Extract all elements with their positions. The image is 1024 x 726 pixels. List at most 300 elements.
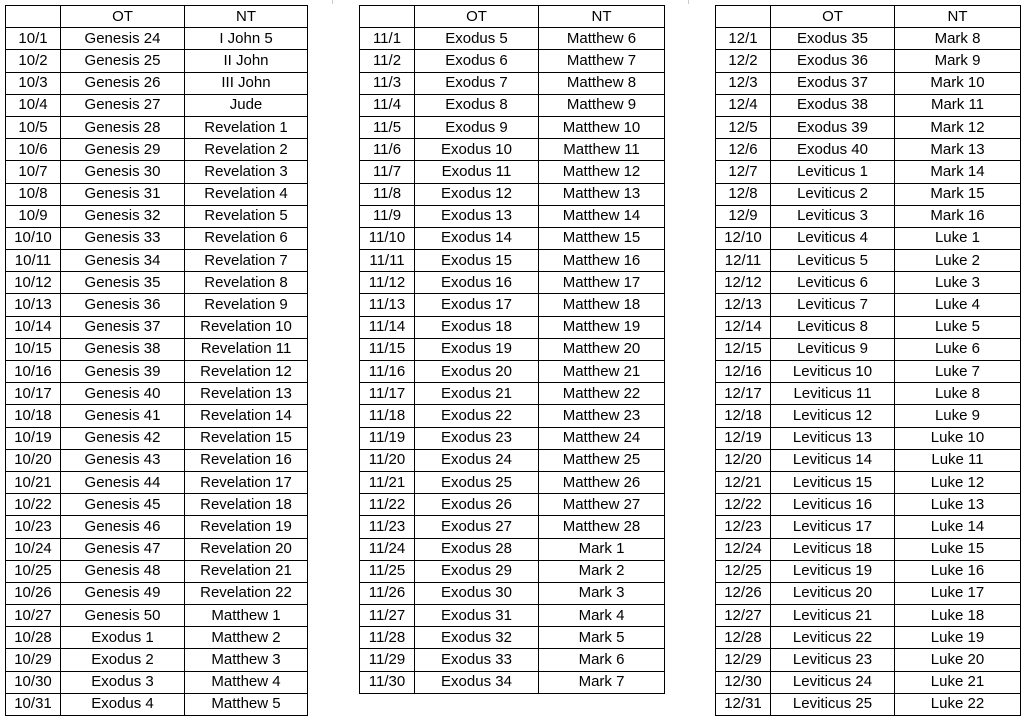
ot-reading-cell: Leviticus 25 — [771, 693, 895, 715]
table-row — [716, 649, 1021, 671]
date-cell: 10/23 — [6, 516, 61, 538]
table-row — [716, 183, 1021, 205]
ot-reading-cell: Leviticus 24 — [771, 671, 895, 693]
table-row — [716, 427, 1021, 449]
date-cell: 12/30 — [716, 671, 771, 693]
nt-reading-cell: Revelation 20 — [185, 538, 308, 560]
reading-table-november — [359, 5, 665, 694]
table-row — [6, 250, 308, 272]
ot-reading-cell: Genesis 40 — [61, 383, 185, 405]
ot-reading-cell: Leviticus 6 — [771, 272, 895, 294]
table-row — [360, 405, 665, 427]
date-cell: 12/27 — [716, 605, 771, 627]
table-row — [716, 538, 1021, 560]
date-cell: 10/28 — [6, 627, 61, 649]
ot-reading-cell: Genesis 39 — [61, 361, 185, 383]
ot-reading-cell: Genesis 44 — [61, 471, 185, 493]
nt-reading-cell: Matthew 5 — [185, 693, 308, 715]
table-row — [360, 116, 665, 138]
nt-reading-cell: Luke 20 — [895, 649, 1021, 671]
nt-reading-cell: Revelation 14 — [185, 405, 308, 427]
nt-reading-cell: Luke 4 — [895, 294, 1021, 316]
date-column-header — [716, 6, 771, 28]
table-row — [716, 383, 1021, 405]
table-row — [360, 471, 665, 493]
date-cell: 11/4 — [360, 94, 415, 116]
ot-reading-cell: Genesis 33 — [61, 227, 185, 249]
ot-reading-cell: Exodus 3 — [61, 671, 185, 693]
ot-reading-cell: Leviticus 11 — [771, 383, 895, 405]
ot-reading-cell: Leviticus 10 — [771, 361, 895, 383]
date-cell: 12/8 — [716, 183, 771, 205]
nt-reading-cell: Revelation 13 — [185, 383, 308, 405]
nt-reading-cell: Matthew 16 — [539, 250, 665, 272]
ot-reading-cell: Leviticus 13 — [771, 427, 895, 449]
table-row — [6, 183, 308, 205]
ot-reading-cell: Leviticus 18 — [771, 538, 895, 560]
table-row — [6, 582, 308, 604]
ot-reading-cell: Exodus 5 — [415, 28, 539, 50]
reading-table-october — [5, 5, 308, 716]
date-cell: 10/16 — [6, 361, 61, 383]
date-cell: 11/27 — [360, 605, 415, 627]
nt-reading-cell: Mark 12 — [895, 116, 1021, 138]
table-row — [716, 516, 1021, 538]
table-row — [6, 405, 308, 427]
table-row — [6, 627, 308, 649]
date-cell: 11/28 — [360, 627, 415, 649]
date-cell: 11/23 — [360, 516, 415, 538]
table-row — [6, 72, 308, 94]
table-row — [360, 316, 665, 338]
ot-reading-cell: Genesis 37 — [61, 316, 185, 338]
table-row — [6, 28, 308, 50]
date-cell: 11/17 — [360, 383, 415, 405]
date-cell: 11/24 — [360, 538, 415, 560]
table-row — [716, 693, 1021, 715]
date-cell: 12/16 — [716, 361, 771, 383]
nt-reading-cell: Revelation 10 — [185, 316, 308, 338]
date-cell: 10/8 — [6, 183, 61, 205]
date-cell: 10/15 — [6, 338, 61, 360]
ot-reading-cell: Genesis 43 — [61, 449, 185, 471]
table-row — [360, 671, 665, 693]
table-row — [6, 94, 308, 116]
date-cell: 10/3 — [6, 72, 61, 94]
ot-reading-cell: Exodus 23 — [415, 427, 539, 449]
ot-reading-cell: Genesis 48 — [61, 560, 185, 582]
date-cell: 11/26 — [360, 582, 415, 604]
date-cell: 12/19 — [716, 427, 771, 449]
date-cell: 10/12 — [6, 272, 61, 294]
ot-reading-cell: Exodus 14 — [415, 227, 539, 249]
table-row — [6, 671, 308, 693]
date-cell: 11/19 — [360, 427, 415, 449]
ot-reading-cell: Exodus 21 — [415, 383, 539, 405]
ot-reading-cell: Exodus 8 — [415, 94, 539, 116]
nt-reading-cell: Revelation 3 — [185, 161, 308, 183]
nt-reading-cell: Revelation 16 — [185, 449, 308, 471]
table-row — [716, 272, 1021, 294]
nt-reading-cell: Luke 1 — [895, 227, 1021, 249]
table-row — [360, 250, 665, 272]
nt-reading-cell: Mark 6 — [539, 649, 665, 671]
table-row — [716, 250, 1021, 272]
ot-reading-cell: Exodus 34 — [415, 671, 539, 693]
date-cell: 11/8 — [360, 183, 415, 205]
nt-reading-cell: Luke 19 — [895, 627, 1021, 649]
table-row — [6, 316, 308, 338]
date-cell: 11/14 — [360, 316, 415, 338]
nt-reading-cell: Matthew 26 — [539, 471, 665, 493]
ot-reading-cell: Leviticus 2 — [771, 183, 895, 205]
nt-reading-cell: Mark 4 — [539, 605, 665, 627]
date-cell: 11/2 — [360, 50, 415, 72]
nt-reading-cell: Matthew 24 — [539, 427, 665, 449]
nt-reading-cell: Matthew 2 — [185, 627, 308, 649]
nt-reading-cell: Matthew 18 — [539, 294, 665, 316]
nt-reading-cell: Matthew 15 — [539, 227, 665, 249]
ot-column-header: OT — [771, 6, 895, 28]
nt-reading-cell: Matthew 25 — [539, 449, 665, 471]
date-cell: 11/18 — [360, 405, 415, 427]
ot-reading-cell: Leviticus 3 — [771, 205, 895, 227]
table-row — [360, 338, 665, 360]
ot-reading-cell: Exodus 22 — [415, 405, 539, 427]
table-row — [6, 560, 308, 582]
table-row — [360, 183, 665, 205]
ot-reading-cell: Exodus 36 — [771, 50, 895, 72]
ot-reading-cell: Exodus 16 — [415, 272, 539, 294]
nt-reading-cell: II John — [185, 50, 308, 72]
date-cell: 11/16 — [360, 361, 415, 383]
date-cell: 10/4 — [6, 94, 61, 116]
nt-reading-cell: Mark 13 — [895, 139, 1021, 161]
nt-reading-cell: Jude — [185, 94, 308, 116]
table-row — [716, 494, 1021, 516]
ot-reading-cell: Leviticus 23 — [771, 649, 895, 671]
ot-reading-cell: Exodus 19 — [415, 338, 539, 360]
date-cell: 11/11 — [360, 250, 415, 272]
date-cell: 12/11 — [716, 250, 771, 272]
date-cell: 12/13 — [716, 294, 771, 316]
nt-reading-cell: Luke 7 — [895, 361, 1021, 383]
ot-reading-cell: Exodus 6 — [415, 50, 539, 72]
table-row — [716, 338, 1021, 360]
table-row — [360, 361, 665, 383]
date-cell: 12/22 — [716, 494, 771, 516]
date-column-header — [6, 6, 61, 28]
nt-reading-cell: Luke 12 — [895, 471, 1021, 493]
nt-reading-cell: Mark 2 — [539, 560, 665, 582]
date-cell: 10/29 — [6, 649, 61, 671]
ot-reading-cell: Genesis 30 — [61, 161, 185, 183]
nt-reading-cell: Revelation 1 — [185, 116, 308, 138]
ot-reading-cell: Genesis 46 — [61, 516, 185, 538]
table-row — [360, 538, 665, 560]
date-cell: 10/18 — [6, 405, 61, 427]
ot-reading-cell: Genesis 29 — [61, 139, 185, 161]
table-row — [716, 560, 1021, 582]
table-row — [6, 605, 308, 627]
ot-reading-cell: Genesis 41 — [61, 405, 185, 427]
nt-reading-cell: Matthew 19 — [539, 316, 665, 338]
table-row — [6, 538, 308, 560]
table-row — [360, 449, 665, 471]
date-cell: 11/10 — [360, 227, 415, 249]
date-cell: 10/17 — [6, 383, 61, 405]
nt-reading-cell: Revelation 17 — [185, 471, 308, 493]
ot-column-header: OT — [415, 6, 539, 28]
table-row — [716, 139, 1021, 161]
nt-reading-cell: Mark 11 — [895, 94, 1021, 116]
nt-reading-cell: Revelation 12 — [185, 361, 308, 383]
ot-reading-cell: Exodus 4 — [61, 693, 185, 715]
date-cell: 10/7 — [6, 161, 61, 183]
nt-reading-cell: Matthew 12 — [539, 161, 665, 183]
table-row — [360, 605, 665, 627]
date-cell: 12/31 — [716, 693, 771, 715]
nt-reading-cell: Matthew 23 — [539, 405, 665, 427]
ot-reading-cell: Exodus 35 — [771, 28, 895, 50]
ot-reading-cell: Leviticus 17 — [771, 516, 895, 538]
date-column-header — [360, 6, 415, 28]
table-row — [716, 50, 1021, 72]
nt-reading-cell: Luke 10 — [895, 427, 1021, 449]
nt-reading-cell: Luke 11 — [895, 449, 1021, 471]
nt-reading-cell: Revelation 21 — [185, 560, 308, 582]
nt-reading-cell: Matthew 17 — [539, 272, 665, 294]
ot-reading-cell: Exodus 11 — [415, 161, 539, 183]
nt-reading-cell: Luke 6 — [895, 338, 1021, 360]
nt-reading-cell: Revelation 7 — [185, 250, 308, 272]
nt-reading-cell: Mark 16 — [895, 205, 1021, 227]
table-row — [360, 72, 665, 94]
table-row — [360, 205, 665, 227]
ot-reading-cell: Exodus 30 — [415, 582, 539, 604]
table-row — [716, 94, 1021, 116]
table-row — [716, 316, 1021, 338]
date-cell: 11/1 — [360, 28, 415, 50]
table-row — [360, 28, 665, 50]
ot-reading-cell: Exodus 40 — [771, 139, 895, 161]
table-body — [716, 28, 1021, 716]
table-row — [6, 294, 308, 316]
date-cell: 12/14 — [716, 316, 771, 338]
table-row — [6, 693, 308, 715]
table-row — [716, 471, 1021, 493]
table-row — [716, 72, 1021, 94]
nt-reading-cell: Matthew 27 — [539, 494, 665, 516]
table-row — [6, 272, 308, 294]
table-row — [716, 671, 1021, 693]
nt-reading-cell: Revelation 2 — [185, 139, 308, 161]
nt-reading-cell: Mark 15 — [895, 183, 1021, 205]
date-cell: 12/24 — [716, 538, 771, 560]
nt-reading-cell: Luke 17 — [895, 582, 1021, 604]
header-row — [716, 6, 1021, 28]
nt-reading-cell: Matthew 4 — [185, 671, 308, 693]
ot-reading-cell: Exodus 29 — [415, 560, 539, 582]
date-cell: 10/21 — [6, 471, 61, 493]
table-row — [360, 161, 665, 183]
table-row — [716, 627, 1021, 649]
date-cell: 11/5 — [360, 116, 415, 138]
table-row — [360, 94, 665, 116]
table-row — [716, 161, 1021, 183]
ot-reading-cell: Exodus 31 — [415, 605, 539, 627]
date-cell: 10/27 — [6, 605, 61, 627]
date-cell: 11/13 — [360, 294, 415, 316]
nt-reading-cell: Mark 10 — [895, 72, 1021, 94]
date-cell: 12/21 — [716, 471, 771, 493]
date-cell: 10/24 — [6, 538, 61, 560]
table-row — [716, 227, 1021, 249]
date-cell: 10/26 — [6, 582, 61, 604]
date-cell: 10/6 — [6, 139, 61, 161]
nt-reading-cell: Matthew 11 — [539, 139, 665, 161]
ot-reading-cell: Exodus 24 — [415, 449, 539, 471]
date-cell: 11/12 — [360, 272, 415, 294]
ot-reading-cell: Exodus 20 — [415, 361, 539, 383]
ot-reading-cell: Genesis 47 — [61, 538, 185, 560]
nt-reading-cell: Luke 14 — [895, 516, 1021, 538]
nt-reading-cell: Revelation 8 — [185, 272, 308, 294]
table-row — [6, 383, 308, 405]
table-row — [716, 294, 1021, 316]
date-cell: 12/10 — [716, 227, 771, 249]
ot-reading-cell: Leviticus 4 — [771, 227, 895, 249]
nt-reading-cell: Revelation 18 — [185, 494, 308, 516]
ot-reading-cell: Genesis 28 — [61, 116, 185, 138]
nt-reading-cell: Revelation 22 — [185, 582, 308, 604]
date-cell: 12/5 — [716, 116, 771, 138]
table-body — [6, 28, 308, 716]
date-cell: 12/7 — [716, 161, 771, 183]
ot-reading-cell: Leviticus 8 — [771, 316, 895, 338]
nt-reading-cell: Matthew 28 — [539, 516, 665, 538]
nt-reading-cell: Luke 9 — [895, 405, 1021, 427]
table-row — [716, 405, 1021, 427]
nt-reading-cell: Matthew 14 — [539, 205, 665, 227]
ot-reading-cell: Genesis 34 — [61, 250, 185, 272]
table-row — [6, 338, 308, 360]
nt-reading-cell: Mark 1 — [539, 538, 665, 560]
ot-reading-cell: Leviticus 19 — [771, 560, 895, 582]
ot-reading-cell: Leviticus 7 — [771, 294, 895, 316]
table-row — [6, 516, 308, 538]
ot-reading-cell: Exodus 27 — [415, 516, 539, 538]
nt-reading-cell: Matthew 1 — [185, 605, 308, 627]
nt-reading-cell: Luke 5 — [895, 316, 1021, 338]
nt-reading-cell: Luke 8 — [895, 383, 1021, 405]
date-cell: 11/20 — [360, 449, 415, 471]
ot-reading-cell: Genesis 24 — [61, 28, 185, 50]
ot-reading-cell: Exodus 1 — [61, 627, 185, 649]
date-cell: 12/26 — [716, 582, 771, 604]
date-cell: 10/14 — [6, 316, 61, 338]
ot-reading-cell: Leviticus 9 — [771, 338, 895, 360]
table-row — [360, 494, 665, 516]
ot-reading-cell: Leviticus 1 — [771, 161, 895, 183]
table-row — [360, 427, 665, 449]
nt-reading-cell: Luke 3 — [895, 272, 1021, 294]
page-separator-mark — [332, 0, 333, 4]
table-row — [360, 272, 665, 294]
date-cell: 11/21 — [360, 471, 415, 493]
date-cell: 10/31 — [6, 693, 61, 715]
ot-reading-cell: Exodus 2 — [61, 649, 185, 671]
table-row — [360, 227, 665, 249]
reading-table-december — [715, 5, 1021, 716]
date-cell: 11/29 — [360, 649, 415, 671]
ot-reading-cell: Exodus 18 — [415, 316, 539, 338]
date-cell: 12/9 — [716, 205, 771, 227]
table-row — [716, 28, 1021, 50]
table-row — [360, 383, 665, 405]
table-row — [6, 50, 308, 72]
ot-reading-cell: Leviticus 12 — [771, 405, 895, 427]
ot-reading-cell: Genesis 25 — [61, 50, 185, 72]
date-cell: 12/28 — [716, 627, 771, 649]
header-row — [6, 6, 308, 28]
ot-reading-cell: Exodus 38 — [771, 94, 895, 116]
nt-column-header: NT — [539, 6, 665, 28]
date-cell: 12/12 — [716, 272, 771, 294]
nt-reading-cell: Matthew 10 — [539, 116, 665, 138]
ot-reading-cell: Leviticus 14 — [771, 449, 895, 471]
ot-column-header: OT — [61, 6, 185, 28]
nt-reading-cell: Revelation 4 — [185, 183, 308, 205]
date-cell: 12/2 — [716, 50, 771, 72]
nt-reading-cell: Luke 2 — [895, 250, 1021, 272]
nt-reading-cell: Matthew 7 — [539, 50, 665, 72]
table-row — [6, 471, 308, 493]
date-cell: 12/17 — [716, 383, 771, 405]
date-cell: 12/15 — [716, 338, 771, 360]
ot-reading-cell: Exodus 15 — [415, 250, 539, 272]
ot-reading-cell: Leviticus 22 — [771, 627, 895, 649]
date-cell: 11/6 — [360, 139, 415, 161]
ot-reading-cell: Genesis 42 — [61, 427, 185, 449]
header-row — [360, 6, 665, 28]
date-cell: 12/20 — [716, 449, 771, 471]
table-row — [360, 139, 665, 161]
nt-reading-cell: Revelation 6 — [185, 227, 308, 249]
table-row — [360, 50, 665, 72]
date-cell: 12/23 — [716, 516, 771, 538]
table-row — [716, 605, 1021, 627]
ot-reading-cell: Leviticus 20 — [771, 582, 895, 604]
table-row — [360, 560, 665, 582]
date-cell: 10/2 — [6, 50, 61, 72]
nt-reading-cell: Luke 13 — [895, 494, 1021, 516]
date-cell: 10/25 — [6, 560, 61, 582]
nt-reading-cell: Revelation 15 — [185, 427, 308, 449]
nt-reading-cell: Matthew 3 — [185, 649, 308, 671]
nt-reading-cell: Revelation 11 — [185, 338, 308, 360]
date-cell: 10/5 — [6, 116, 61, 138]
nt-reading-cell: Matthew 21 — [539, 361, 665, 383]
nt-reading-cell: Matthew 8 — [539, 72, 665, 94]
table-row — [6, 205, 308, 227]
nt-reading-cell: Luke 18 — [895, 605, 1021, 627]
table-row — [6, 227, 308, 249]
table-row — [360, 582, 665, 604]
table-row — [716, 449, 1021, 471]
ot-reading-cell: Exodus 28 — [415, 538, 539, 560]
table-row — [6, 116, 308, 138]
